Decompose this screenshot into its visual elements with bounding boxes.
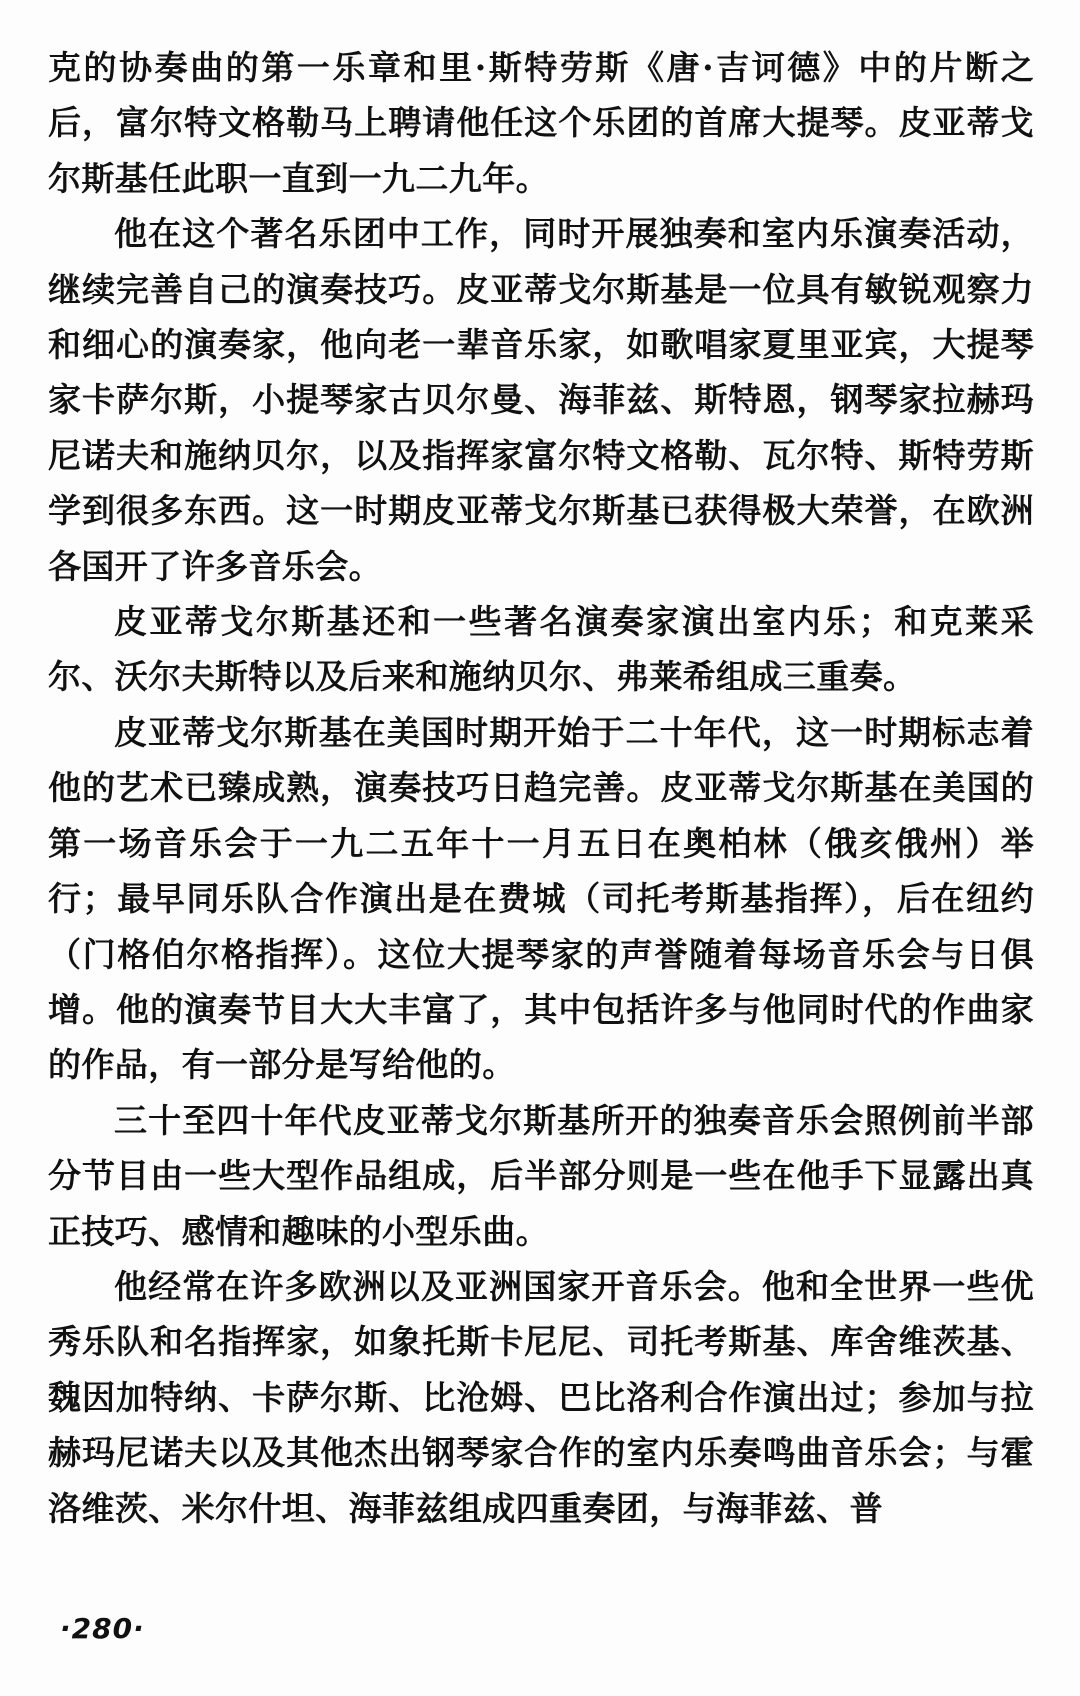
page-number: ·280·: [60, 1612, 145, 1645]
paragraph: 他在这个著名乐团中工作，同时开展独奏和室内乐演奏活动，继续完善自己的演奏技巧。皮亚蒂戈尔斯基是一位具有敏锐观察力和细心的演奏家，他向老一辈音乐家，如歌唱家夏里亚宾，大提琴家卡萨尔斯，小提琴家古贝尔曼、海菲兹、斯特恩，钢琴家拉赫玛尼诺夫和施纳贝尔，以及指挥家富尔特文格勒、瓦尔特、斯特劳斯学到很多东西。这一时期皮亚蒂戈尔斯基已获得极大荣誉，在欧洲各国开了许多音乐会。: [48, 214, 1034, 586]
paragraph: 三十至四十年代皮亚蒂戈尔斯基所开的独奏音乐会照例前半部分节目由一些大型作品组成，后半部分则是一些在他手下显露出真正技巧、感情和趣味的小型乐曲。: [48, 1100, 1034, 1251]
paragraph-continued: 克的协奏曲的第一乐章和里·斯特劳斯《唐·吉诃德》中的片断之后，富尔特文格勒马上聘请他任这个乐团的首席大提琴。皮亚蒂戈尔斯基任此职一直到一九二九年。: [48, 48, 1034, 198]
body-text: [48, 40, 1034, 1536]
paragraph: 他经常在许多欧洲以及亚洲国家开音乐会。他和全世界一些优秀乐队和名指挥家，如象托斯卡尼尼、司托考斯基、库舍维茨基、魏因加特纳、卡萨尔斯、比沧姆、巴比洛利合作演出过；参加与拉赫玛尼诺夫以及其他杰出钢琴家合作的室内乐奏鸣曲音乐会；与霍洛维茨、米尔什坦、海菲兹组成四重奏团，与海菲兹、普: [48, 1266, 1034, 1528]
paragraph: 皮亚蒂戈尔斯基还和一些著名演奏家演出室内乐；和克莱采尔、沃尔夫斯特以及后来和施纳贝尔、弗莱希组成三重奏。: [48, 602, 1034, 697]
paragraph: 皮亚蒂戈尔斯基在美国时期开始于二十年代，这一时期标志着他的艺术已臻成熟，演奏技巧日趋完善。皮亚蒂戈尔斯基在美国的第一场音乐会于一九二五年十一月五日在奥柏林（俄亥俄州）举行；最早同乐队合作演出是在费城（司托考斯基指挥），后在纽约（门格伯尔格指挥）。这位大提琴家的声誉随着每场音乐会与日俱增。他的演奏节目大大丰富了，其中包括许多与他同时代的作曲家的作品，有一部分是写给他的。: [48, 712, 1034, 1085]
